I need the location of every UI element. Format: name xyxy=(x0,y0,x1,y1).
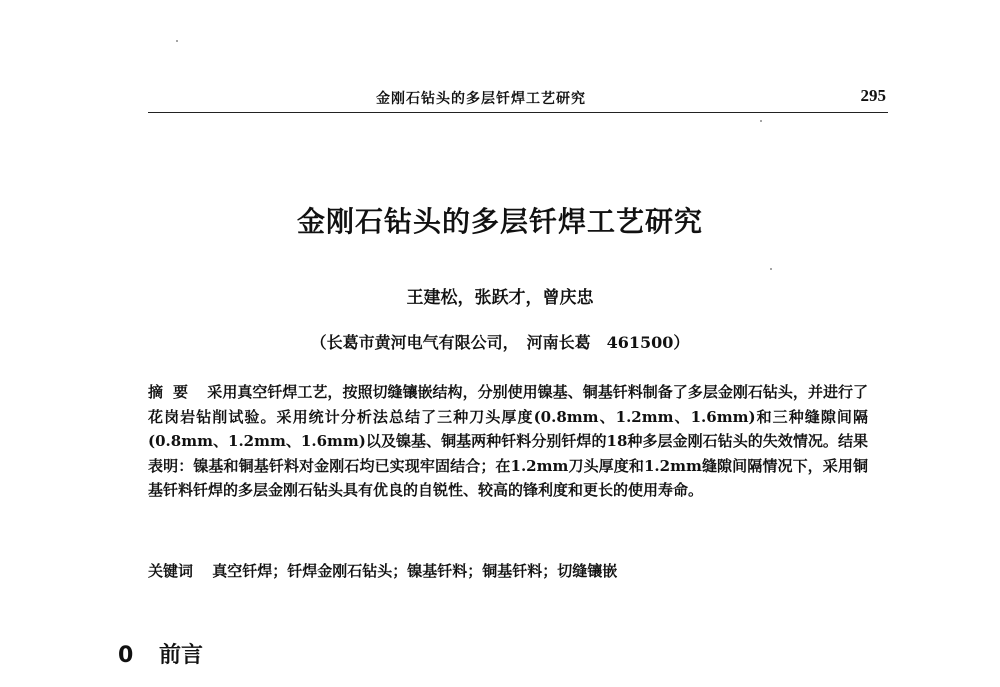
section-title: 前言 xyxy=(158,643,203,668)
keywords xyxy=(148,560,868,581)
abstract xyxy=(148,380,868,503)
authors: 王建松，张跃才，曾庆忠 xyxy=(406,288,594,308)
page-number: 295 xyxy=(860,86,886,105)
section-heading xyxy=(118,638,203,669)
scan-speck xyxy=(760,120,762,122)
running-header xyxy=(148,82,888,113)
keywords-text: 真空钎焊；钎焊金刚石钻头；镍基钎料；铜基钎料；切缝镶嵌 xyxy=(212,562,618,580)
abstract-text: 采用真空钎焊工艺，按照切缝镶嵌结构，分别使用镍基、铜基钎料制备了多层金刚石钻头，并进行了花岗岩钻削试验。采用统计分析法总结了三种刀头厚度(0.8mm、1.2mm、1.6mm)和三种缝隙间隔(0.8mm、1.2mm、1.6mm)以及镍基、铜基两种钎料分别钎焊的18种多层金刚石钻头的失效情况。结果表明：镍基和铜基钎料对金刚石均已实现牢固结合；在1.2mm刀头厚度和1.2mm缝隙间隔情况下，采用铜基钎料钎焊的多层金刚石钻头具有优良的自锐性、较高的锋利度和更长的使用寿命。 xyxy=(148,383,868,499)
affiliation: （长葛市黄河电气有限公司， 河南长葛 461500） xyxy=(310,333,690,352)
keywords-label: 关键词 xyxy=(148,562,194,580)
section-number: 0 xyxy=(118,643,134,668)
running-title: 金刚石钻头的多层钎焊工艺研究 xyxy=(376,91,586,107)
abstract-label: 摘要 xyxy=(148,383,199,401)
scan-speck xyxy=(770,268,772,270)
paper-title: 金刚石钻头的多层钎焊工艺研究 xyxy=(296,205,703,238)
scan-speck xyxy=(176,40,178,42)
